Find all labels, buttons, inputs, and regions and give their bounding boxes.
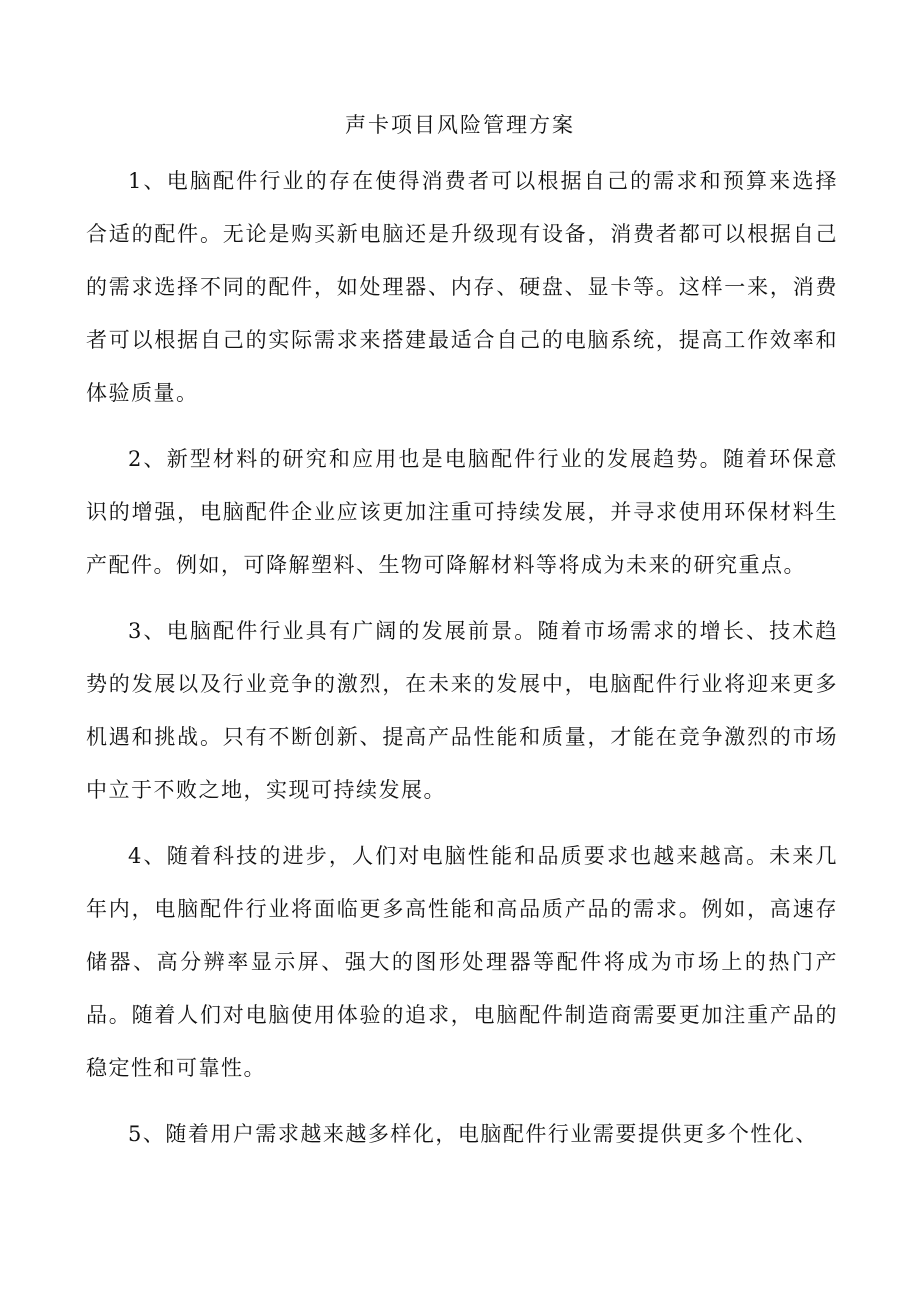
paragraph-4: 4、随着科技的进步，人们对电脑性能和品质要求也越来越高。未来几年内，电脑配件行业将面临更多高性能和高品质产品的需求。例如，高速存储器、高分辨率显示屏、强大的图形处理器等配件将成为市场上的热门产品。随着人们对电脑使用体验的追求，电脑配件制造商需要更加注重产品的稳定性和可靠性。 bbox=[86, 844, 838, 1080]
paragraph-1: 1、电脑配件行业的存在使得消费者可以根据自己的需求和预算来选择合适的配件。无论是购买新电脑还是升级现有设备，消费者都可以根据自己的需求选择不同的配件，如处理器、内存、硬盘、显卡等。这样一来，消费者可以根据自己的实际需求来搭建最适合自己的电脑系统，提高工作效率和体验质量。 bbox=[86, 169, 838, 405]
paragraph-5: 5、随着用户需求越来越多样化，电脑配件行业需要提供更多个性化、 bbox=[128, 1122, 818, 1146]
document-title: 声卡项目风险管理方案 bbox=[345, 113, 575, 137]
paragraph-2: 2、新型材料的研究和应用也是电脑配件行业的发展趋势。随着环保意识的增强，电脑配件企业应该更加注重可持续发展，并寻求使用环保材料生产配件。例如，可降解塑料、生物可降解材料等将成为未来的研究重点。 bbox=[86, 447, 838, 577]
paragraph-3: 3、电脑配件行业具有广阔的发展前景。随着市场需求的增长、技术趋势的发展以及行业竞争的激烈，在未来的发展中，电脑配件行业将迎来更多机遇和挑战。只有不断创新、提高产品性能和质量，才能在竞争激烈的市场中立于不败之地，实现可持续发展。 bbox=[86, 619, 838, 802]
document-body bbox=[86, 155, 838, 1174]
